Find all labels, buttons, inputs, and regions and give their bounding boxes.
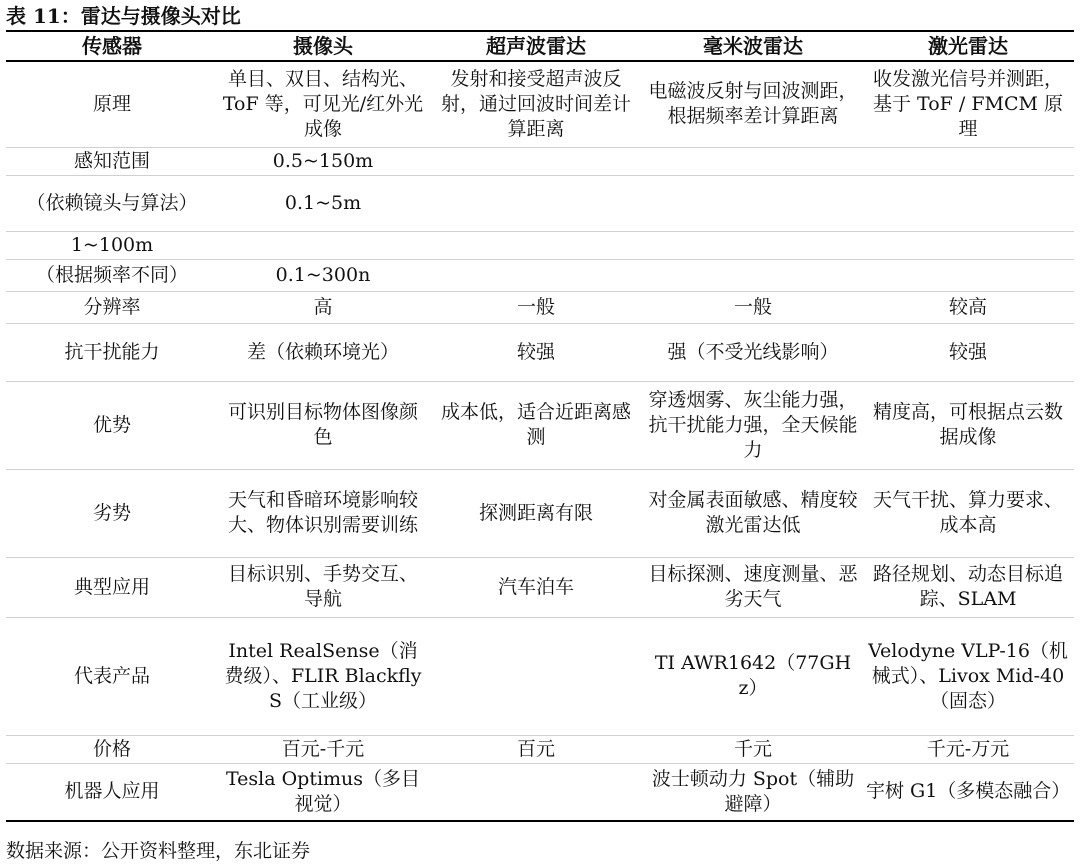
row-label: 原理 bbox=[6, 61, 218, 147]
table-caption: 表 11：雷达与摄像头对比 bbox=[6, 4, 241, 28]
row-label: 优势 bbox=[6, 381, 218, 469]
table-cell: 可识别目标物体图像颜色 bbox=[218, 381, 428, 469]
table-cell: 宇树 G1（多模态融合） bbox=[862, 763, 1074, 821]
table-row bbox=[6, 381, 1074, 469]
row-label: （依赖镜头与算法） bbox=[6, 175, 218, 231]
table-row bbox=[6, 557, 1074, 617]
table-cell: 电磁波反射与回波测距，根据频率差计算距离 bbox=[644, 61, 862, 147]
table-cell bbox=[862, 259, 1074, 291]
table-row bbox=[6, 61, 1074, 147]
row-label: 典型应用 bbox=[6, 557, 218, 617]
table-cell: 较高 bbox=[862, 291, 1074, 323]
table-row bbox=[6, 175, 1074, 231]
table-cell bbox=[428, 763, 644, 821]
column-header: 毫米波雷达 bbox=[644, 31, 862, 61]
table-cell: 汽车泊车 bbox=[428, 557, 644, 617]
row-label: （根据频率不同） bbox=[6, 259, 218, 291]
table-cell: Velodyne VLP-16（机械式）、Livox Mid-40（固态） bbox=[862, 617, 1074, 735]
table-cell bbox=[644, 259, 862, 291]
table-cell: 高 bbox=[218, 291, 428, 323]
table-cell: 强（不受光线影响） bbox=[644, 323, 862, 381]
table-row bbox=[6, 617, 1074, 735]
row-label: 感知范围 bbox=[6, 147, 218, 175]
column-header: 传感器 bbox=[6, 31, 218, 61]
table-row bbox=[6, 735, 1074, 763]
table-cell bbox=[428, 147, 644, 175]
table-cell: 单目、双目、结构光、ToF 等，可见光/红外光成像 bbox=[218, 61, 428, 147]
table-cell: 收发激光信号并测距，基于 ToF / FMCM 原理 bbox=[862, 61, 1074, 147]
comparison-table bbox=[6, 30, 1074, 822]
table-cell bbox=[428, 259, 644, 291]
header-row bbox=[6, 31, 1074, 61]
table-cell bbox=[428, 617, 644, 735]
table-cell: 天气和昏暗环境影响较大、物体识别需要训练 bbox=[218, 469, 428, 557]
table-cell: 目标探测、速度测量、恶劣天气 bbox=[644, 557, 862, 617]
table-cell: 较强 bbox=[428, 323, 644, 381]
table-cell: Intel RealSense（消费级）、FLIR Blackfly S（工业级） bbox=[218, 617, 428, 735]
table-row bbox=[6, 147, 1074, 175]
row-label: 价格 bbox=[6, 735, 218, 763]
table-cell: 波士顿动力 Spot（辅助避障） bbox=[644, 763, 862, 821]
table-cell: 一般 bbox=[644, 291, 862, 323]
table-row bbox=[6, 291, 1074, 323]
data-source-note: 数据来源：公开资料整理，东北证券 bbox=[6, 840, 311, 862]
table-cell: 天气干扰、算力要求、成本高 bbox=[862, 469, 1074, 557]
table-cell bbox=[428, 231, 644, 259]
column-header: 激光雷达 bbox=[862, 31, 1074, 61]
table-row bbox=[6, 259, 1074, 291]
table-cell: 成本低，适合近距离感测 bbox=[428, 381, 644, 469]
table-cell bbox=[862, 147, 1074, 175]
table-cell bbox=[428, 175, 644, 231]
table-cell: 0.5~150m bbox=[218, 147, 428, 175]
table-cell: 较强 bbox=[862, 323, 1074, 381]
table-cell: 千元-万元 bbox=[862, 735, 1074, 763]
table-cell: 百元 bbox=[428, 735, 644, 763]
row-label: 1~100m bbox=[6, 231, 218, 259]
column-header: 超声波雷达 bbox=[428, 31, 644, 61]
column-header: 摄像头 bbox=[218, 31, 428, 61]
table-cell: 百元-千元 bbox=[218, 735, 428, 763]
table-row bbox=[6, 323, 1074, 381]
row-label: 代表产品 bbox=[6, 617, 218, 735]
table-cell: 路径规划、动态目标追踪、SLAM bbox=[862, 557, 1074, 617]
row-label: 机器人应用 bbox=[6, 763, 218, 821]
table-cell: 千元 bbox=[644, 735, 862, 763]
table-cell: 0.1~300n bbox=[218, 259, 428, 291]
table-row bbox=[6, 231, 1074, 259]
table-cell: 差（依赖环境光） bbox=[218, 323, 428, 381]
table-cell: 穿透烟雾、灰尘能力强，抗干扰能力强，全天候能力 bbox=[644, 381, 862, 469]
table-cell: 精度高，可根据点云数据成像 bbox=[862, 381, 1074, 469]
table-cell: 探测距离有限 bbox=[428, 469, 644, 557]
table-cell: 0.1~5m bbox=[218, 175, 428, 231]
table-cell bbox=[644, 175, 862, 231]
table-cell: 对金属表面敏感、精度较激光雷达低 bbox=[644, 469, 862, 557]
table-cell: Tesla Optimus（多目视觉） bbox=[218, 763, 428, 821]
table-cell bbox=[218, 231, 428, 259]
table-cell: TI AWR1642（77GHz） bbox=[644, 617, 862, 735]
table-cell bbox=[862, 231, 1074, 259]
row-label: 劣势 bbox=[6, 469, 218, 557]
row-label: 分辨率 bbox=[6, 291, 218, 323]
table-row bbox=[6, 763, 1074, 821]
table-cell bbox=[644, 147, 862, 175]
table-cell bbox=[644, 231, 862, 259]
table-cell bbox=[862, 175, 1074, 231]
table-cell: 发射和接受超声波反射，通过回波时间差计算距离 bbox=[428, 61, 644, 147]
table-cell: 目标识别、手势交互、导航 bbox=[218, 557, 428, 617]
table-row bbox=[6, 469, 1074, 557]
row-label: 抗干扰能力 bbox=[6, 323, 218, 381]
table-cell: 一般 bbox=[428, 291, 644, 323]
